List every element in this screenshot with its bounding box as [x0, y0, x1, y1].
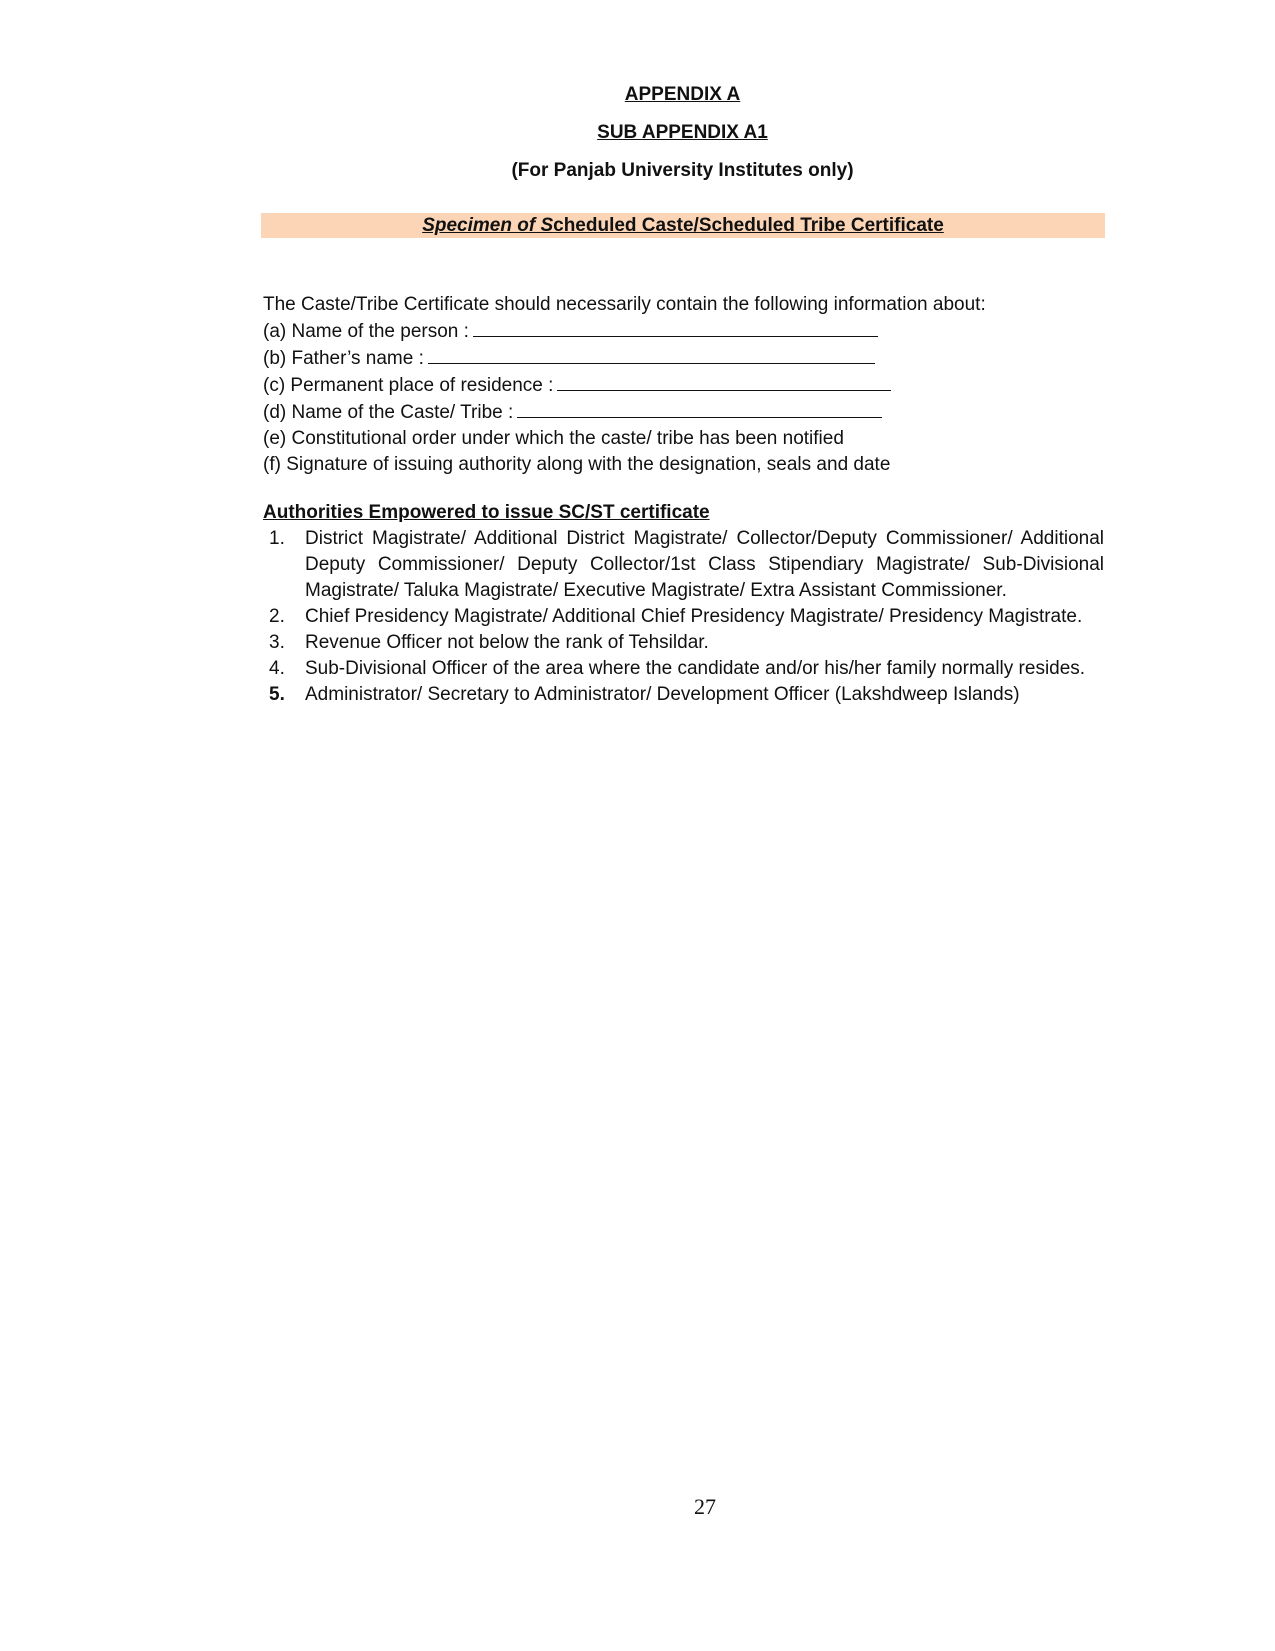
- authorities-list: [263, 526, 1104, 708]
- list-item: [263, 604, 1104, 630]
- item-text: Sub-Divisional Officer of the area where the candidate and/or his/her family normally resides.: [305, 658, 1086, 679]
- list-item: [263, 630, 1104, 656]
- item-text: Administrator/ Secretary to Administrator/ Development Officer (Lakshdweep Islands): [305, 684, 1020, 705]
- field-label: (c) Permanent place of residence :: [263, 375, 554, 396]
- field-constitutional-order: [263, 426, 1103, 452]
- specimen-title-italic: Specimen of S: [422, 215, 554, 236]
- item-text: District Magistrate/ Additional District Magistrate/ Collector/Deputy Commissioner/ Additional Deputy Commissioner/ Deputy Collector/1st Class Stipendiary Magistrate/ Sub-Divisional Magistrate/ Taluka Magistrate/ Executive Magistrate/ Extra Assistant Commissioner.: [305, 528, 1104, 601]
- field-label: (d) Name of the Caste/ Tribe :: [263, 402, 514, 423]
- item-number: 4.: [269, 658, 285, 679]
- sub-appendix-heading: SUB APPENDIX A1: [597, 122, 768, 143]
- item-text: Revenue Officer not below the rank of Tehsildar.: [305, 632, 709, 653]
- field-permanent-residence: [263, 372, 1103, 399]
- blank-line: [517, 399, 882, 418]
- field-label: (a) Name of the person :: [263, 321, 469, 342]
- scope-heading: (For Panjab University Institutes only): [511, 160, 854, 181]
- field-caste-tribe-name: [263, 399, 1103, 426]
- specimen-title-rest: cheduled Caste/Scheduled Tribe Certificate: [553, 215, 944, 236]
- specimen-banner: [261, 213, 1105, 238]
- specimen-title: [422, 215, 944, 236]
- item-number: 3.: [269, 632, 285, 653]
- field-label: (e) Constitutional order under which the caste/ tribe has been notified: [263, 428, 844, 449]
- blank-line: [557, 372, 891, 391]
- item-number: 5.: [269, 684, 285, 705]
- appendix-heading: APPENDIX A: [624, 84, 741, 105]
- item-number: 2.: [269, 606, 285, 627]
- list-item: [263, 526, 1104, 604]
- list-item: [263, 656, 1104, 682]
- field-name-of-person: [263, 318, 1103, 345]
- field-label: (f) Signature of issuing authority along with the designation, seals and date: [263, 454, 891, 475]
- field-signature-authority: [263, 452, 1103, 478]
- authorities-title: Authorities Empowered to issue SC/ST certificate: [263, 502, 710, 523]
- field-label: (b) Father’s name :: [263, 348, 424, 369]
- page-number: 27: [694, 1494, 716, 1519]
- list-item: [263, 682, 1104, 708]
- intro-text: The Caste/Tribe Certificate should necessarily contain the following information about:: [263, 294, 986, 315]
- field-fathers-name: [263, 345, 1103, 372]
- certificate-fields-list: [263, 318, 1103, 478]
- blank-line: [473, 318, 878, 337]
- item-text: Chief Presidency Magistrate/ Additional Chief Presidency Magistrate/ Presidency Magistrate.: [305, 606, 1083, 627]
- blank-line: [428, 345, 875, 364]
- item-number: 1.: [269, 528, 285, 549]
